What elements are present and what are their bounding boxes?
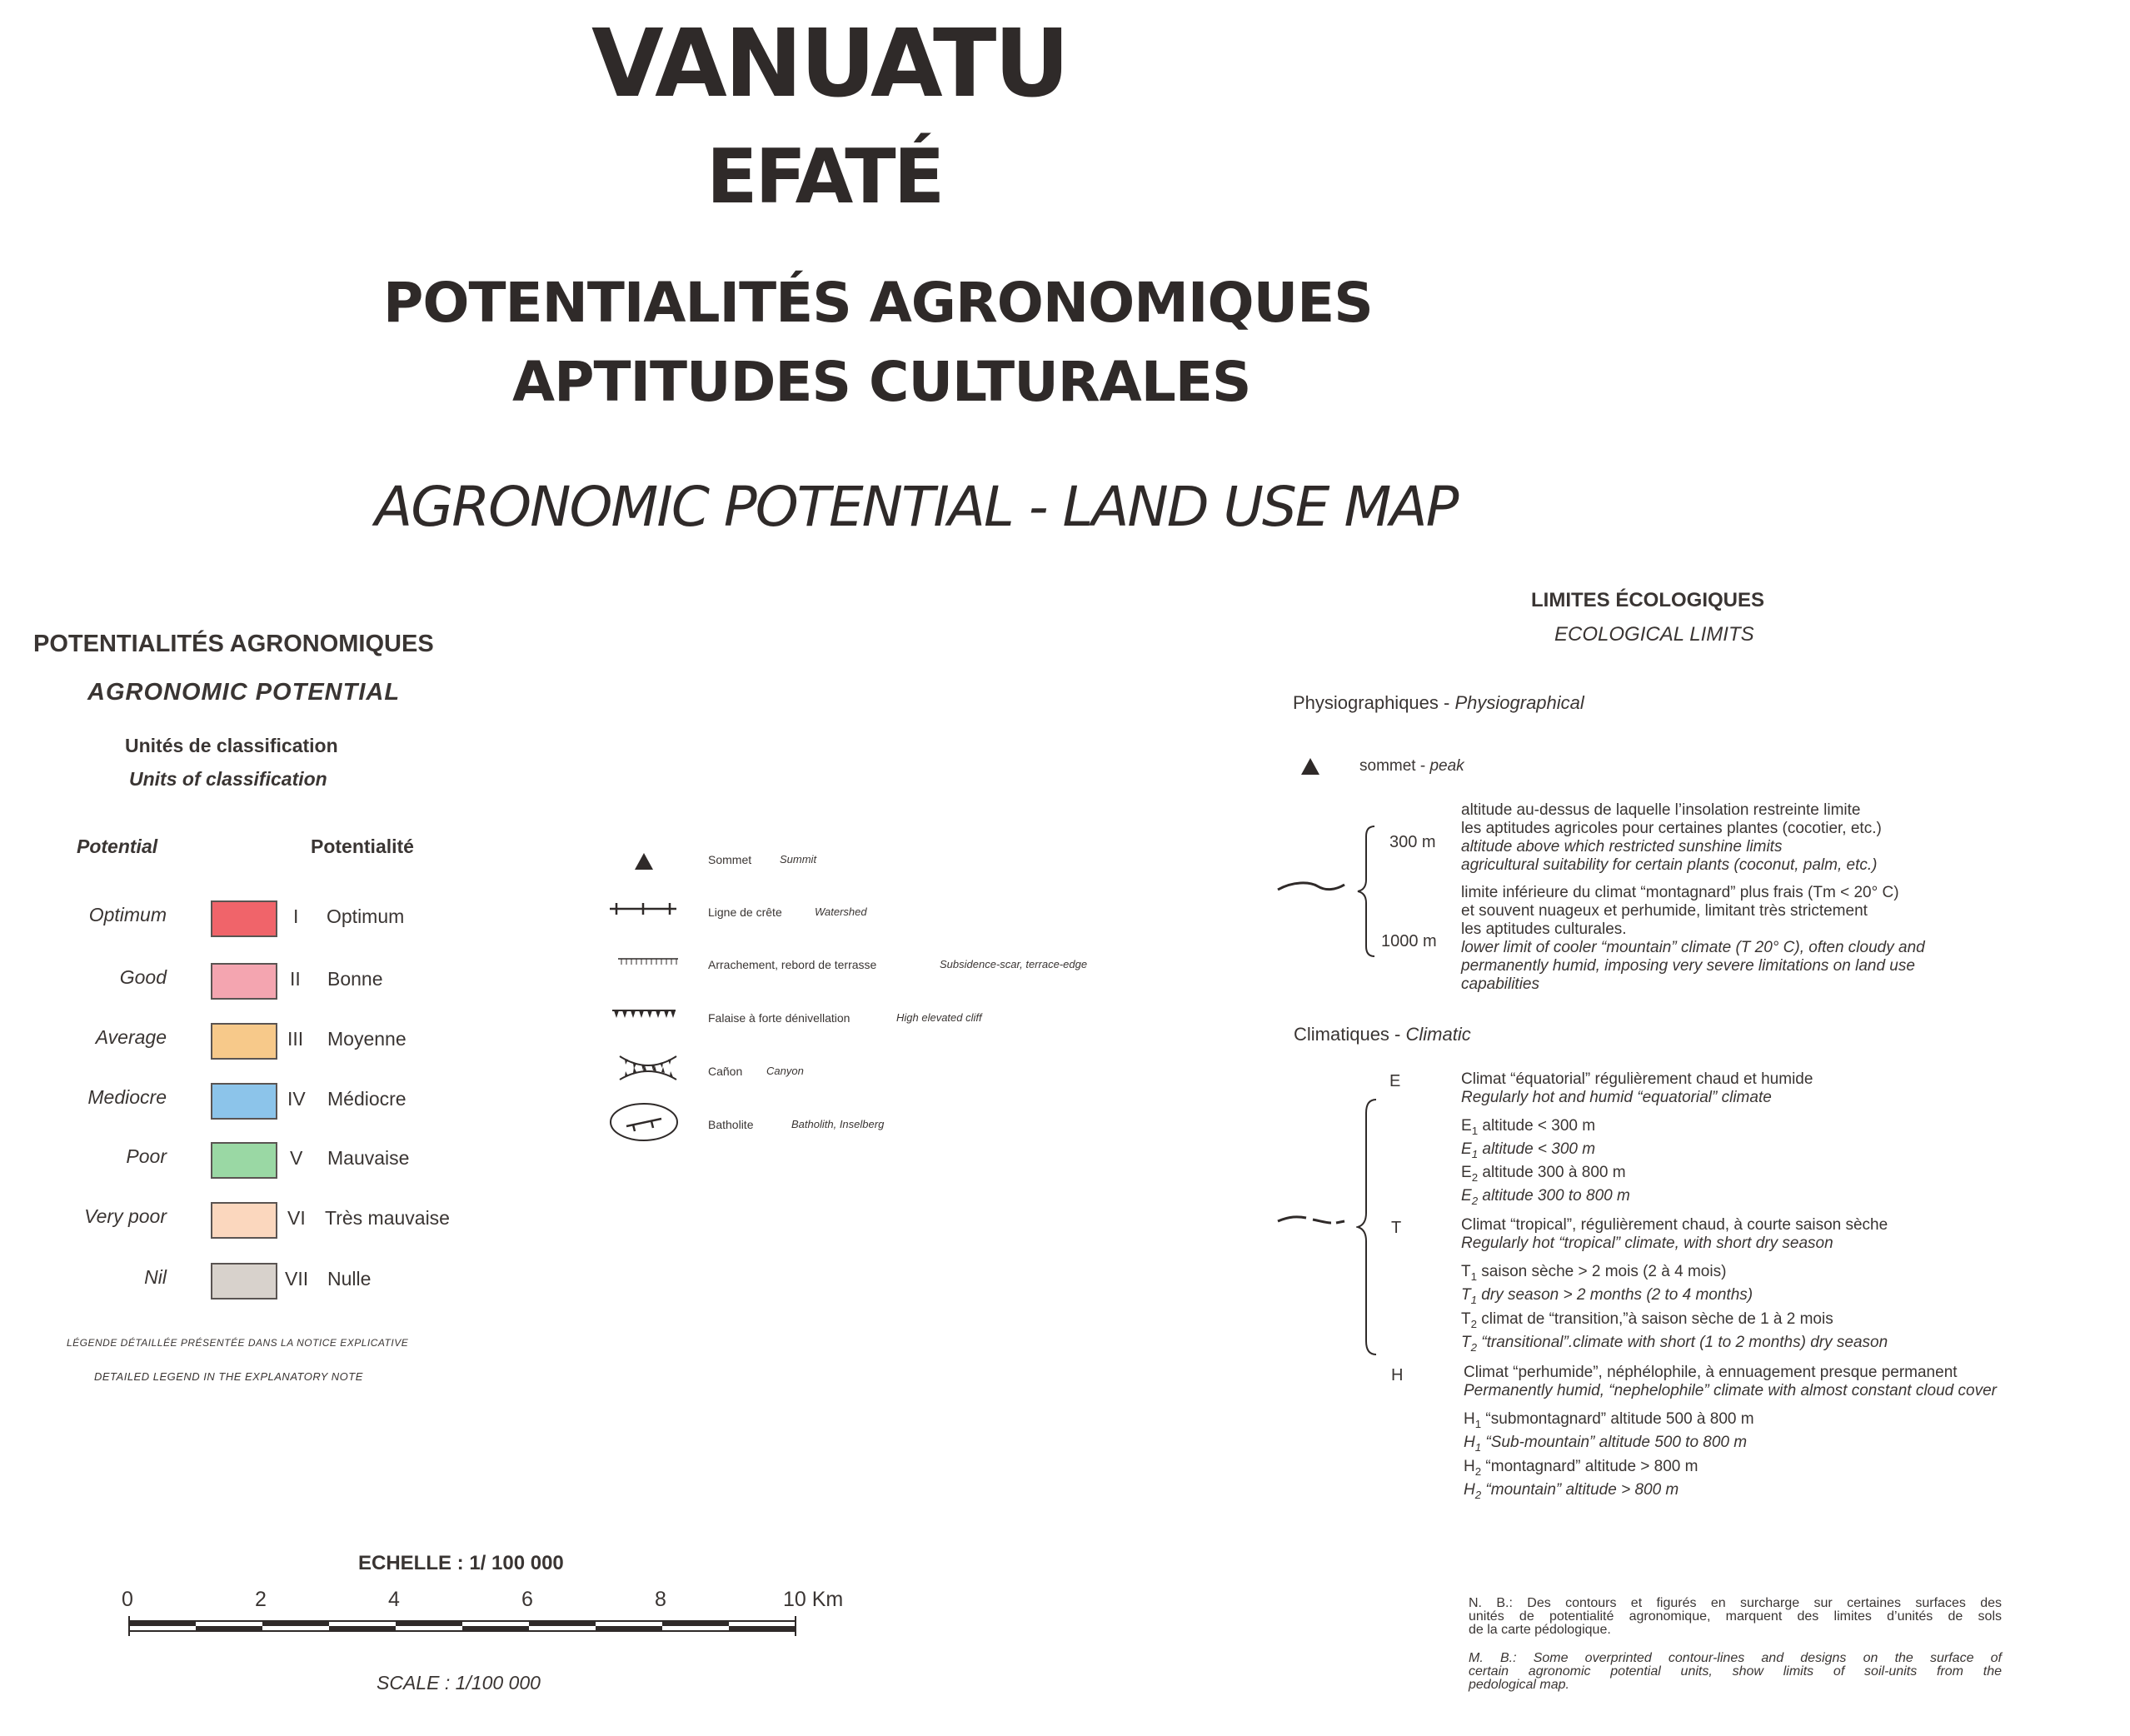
climate-E2-fr: $E_2$ altitude 300 à 800 m: [1461, 1164, 1626, 1184]
physio-label-fr: Physiographiques -: [1293, 692, 1450, 713]
climate-class-T: T: [1391, 1219, 1402, 1237]
climate-E2-text: [1461, 1164, 1630, 1210]
class-label-fr: Très mauvaise: [325, 1207, 450, 1229]
map-title-fr-2: APTITUDES CULTURALES: [512, 350, 1251, 414]
climate-T1-text: [1461, 1263, 1753, 1309]
symbol-label-en: Summit: [780, 853, 817, 866]
symbol-label-fr: Sommet: [708, 853, 752, 866]
class-swatch-IV: [211, 1083, 277, 1120]
class-roman: VI: [287, 1207, 306, 1229]
scale-tick-label: 8: [655, 1588, 666, 1611]
scale-bar: [125, 1614, 800, 1639]
peak-label: [1359, 757, 1464, 776]
climate-H2-en: $H_2$ “mountain” altitude > 800 m: [1464, 1480, 1679, 1501]
physio-1000-fr-2: et souvent nuageux et perhumide, limitant très strictement: [1461, 902, 1868, 920]
scale-tick-label: 10 Km: [783, 1588, 844, 1611]
note-fr-line: de la carte pédologique.: [1469, 1623, 1611, 1637]
class-label-en: Mediocre: [87, 1086, 167, 1108]
class-label-en: Optimum: [88, 904, 167, 925]
potential-heading-en: AGRONOMIC POTENTIAL: [87, 679, 401, 706]
class-roman: I: [293, 905, 299, 927]
symbol-label-fr: Arrachement, rebord de terrasse: [708, 958, 877, 971]
class-label-fr: Moyenne: [327, 1028, 407, 1050]
class-label-en: Good: [119, 966, 167, 988]
climate-class-H: H: [1391, 1366, 1404, 1384]
climate-class-E: E: [1389, 1072, 1401, 1090]
map-title-en: AGRONOMIC POTENTIAL - LAND USE MAP: [375, 475, 1458, 539]
peak-label-fr: sommet -: [1359, 757, 1426, 775]
class-label-fr: Nulle: [327, 1268, 372, 1290]
climate-T2-en: $T_2$ “transitional”.climate with short (1 to 2 months) dry season: [1461, 1333, 1888, 1354]
climatic-label-fr: Climatiques -: [1294, 1024, 1401, 1045]
climate-E1-fr: $E_1$ altitude < 300 m: [1461, 1117, 1596, 1137]
class-label-en: Average: [95, 1026, 167, 1048]
climatic-label-en: Climatic: [1405, 1024, 1471, 1045]
physio-300-text: [1461, 801, 1882, 875]
peak-label-en: peak: [1429, 757, 1464, 775]
physio-label-en: Physiographical: [1454, 692, 1584, 713]
class-swatch-II: [211, 963, 277, 1000]
climate-H1-fr: $H_1$ “submontagnard” altitude 500 à 800 m: [1464, 1410, 1754, 1430]
class-roman: III: [287, 1028, 304, 1050]
climate-E-fr: Climat “équatorial” régulièrement chaud et humide: [1461, 1070, 1813, 1088]
legend-note-en: DETAILED LEGEND IN THE EXPLANATORY NOTE: [94, 1370, 363, 1383]
climate-H2-text: [1464, 1458, 1698, 1504]
peak-icon: [1299, 756, 1321, 776]
physiographical-heading: [1293, 692, 1584, 714]
ecological-heading-en: ECOLOGICAL LIMITS: [1554, 623, 1754, 646]
ecological-heading-fr: LIMITES ÉCOLOGIQUES: [1531, 589, 1765, 611]
note-en-line: pedological map.: [1469, 1678, 1569, 1692]
symbol-label-en: Subsidence-scar, terrace-edge: [940, 958, 1088, 970]
note-fr-line: N. B.: Des contours et figurés en surcharge sur certaines surfaces des: [1469, 1596, 2002, 1610]
physio-1000-en-1: lower limit of cooler “mountain” climate (T 20° C), often cloudy and: [1461, 939, 1925, 956]
potential-heading-fr: POTENTIALITÉS AGRONOMIQUES: [33, 631, 434, 657]
symbol-label-fr: Cañon: [708, 1065, 743, 1078]
class-swatch-VI: [211, 1202, 277, 1239]
class-label-fr: Bonne: [327, 968, 383, 990]
terrace-edge-icon: [616, 956, 680, 968]
climate-E-en: Regularly hot and humid “equatorial” climate: [1461, 1089, 1772, 1106]
altitude-1000: 1000 m: [1381, 932, 1437, 950]
map-island-title: EFATÉ: [706, 133, 943, 221]
climate-T1-en: $T_1$ dry season > 2 months (2 to 4 months): [1461, 1285, 1753, 1306]
class-label-fr: Optimum: [327, 905, 405, 927]
class-label-en: Very poor: [84, 1205, 167, 1227]
physio-300-fr-2: les aptitudes agricoles pour certaines plantes (cocotier, etc.): [1461, 820, 1882, 837]
physio-1000-en-2: permanently humid, imposing very severe limitations on land use: [1461, 957, 1915, 975]
class-label-fr: Mauvaise: [327, 1147, 410, 1169]
climate-T2-text: [1461, 1310, 1888, 1357]
symbol-label-fr: Falaise à forte dénivellation: [708, 1011, 851, 1025]
climate-T-fr: Climat “tropical”, régulièrement chaud, à courte saison sèche: [1461, 1216, 1888, 1234]
climate-H1-text: [1464, 1410, 1754, 1457]
climate-T-en: Regularly hot “tropical” climate, with short dry season: [1461, 1235, 1833, 1252]
physio-limit-line-icon: [1276, 875, 1346, 900]
climate-E1-text: [1461, 1117, 1595, 1164]
class-label-fr: Médiocre: [327, 1088, 407, 1110]
physio-1000-fr-1: limite inférieure du climat “montagnard” plus frais (Tm < 20° C): [1461, 884, 1899, 901]
map-title-fr-1: POTENTIALITÉS AGRONOMIQUES: [383, 271, 1373, 335]
class-label-en: Nil: [144, 1266, 167, 1288]
note-en: [1469, 1652, 2002, 1692]
climatic-limit-line-icon: [1276, 1210, 1346, 1231]
class-swatch-III: [211, 1023, 277, 1060]
class-swatch-V: [211, 1142, 277, 1179]
scale-tick-label: 6: [521, 1588, 533, 1611]
symbol-label-fr: Ligne de crête: [708, 905, 782, 919]
climate-E1-en: $E_1$ altitude < 300 m: [1461, 1140, 1596, 1160]
class-swatch-VII: [211, 1263, 277, 1300]
climate-H1-en: $H_1$ “Sub-mountain” altitude 500 to 800 m: [1464, 1433, 1748, 1454]
legend-note-fr: LÉGENDE DÉTAILLÉE PRÉSENTÉE DANS LA NOTICE EXPLICATIVE: [67, 1337, 409, 1349]
altitude-300: 300 m: [1389, 833, 1436, 851]
cliff-icon: [611, 1008, 677, 1021]
class-roman: VII: [285, 1268, 309, 1290]
symbol-label-en: Batholith, Inselberg: [791, 1118, 885, 1130]
summit-icon: [633, 851, 655, 871]
symbol-label-en: Watershed: [815, 905, 867, 918]
column-header-en: Potential: [77, 836, 158, 857]
climatic-heading: [1294, 1024, 1471, 1045]
class-swatch-I: [211, 900, 277, 937]
climate-H-en: Permanently humid, “nephelophile” climate with almost constant cloud cover: [1464, 1382, 1997, 1399]
class-roman: IV: [287, 1088, 306, 1110]
physio-300-en-2: agricultural suitability for certain plants (coconut, palm, etc.): [1461, 856, 1878, 874]
climate-T-text: [1461, 1216, 1888, 1253]
scale-tick-label: 0: [122, 1588, 133, 1611]
symbol-label-en: High elevated cliff: [896, 1011, 982, 1024]
climate-H2-fr: $H_2$ “montagnard” altitude > 800 m: [1464, 1458, 1699, 1478]
canyon-icon: [615, 1051, 681, 1085]
physio-1000-fr-3: les aptitudes culturales.: [1461, 920, 1627, 938]
scale-tick-label: 2: [255, 1588, 267, 1611]
units-heading-fr: Unités de classification: [125, 735, 338, 756]
climate-E2-en: $E_2$ altitude 300 to 800 m: [1461, 1186, 1630, 1207]
climate-T1-fr: $T_1$ saison sèche > 2 mois (2 à 4 mois): [1461, 1263, 1727, 1283]
units-heading-en: Units of classification: [129, 768, 327, 790]
column-header-fr: Potentialité: [311, 836, 414, 857]
climate-H-fr: Climat “perhumide”, néphélophile, à ennuagement presque permanent: [1464, 1364, 1958, 1381]
class-label-en: Poor: [126, 1145, 167, 1167]
climatic-brace: [1356, 1098, 1378, 1356]
class-roman: V: [290, 1147, 303, 1169]
batholith-icon: [608, 1101, 680, 1143]
map-country-title: VANUATU: [591, 10, 1068, 118]
note-fr: [1469, 1597, 2002, 1637]
climate-E-text: [1461, 1070, 1813, 1107]
class-roman: II: [290, 968, 301, 990]
climate-T2-fr: $T_2$ climat de “transition,”à saison sèche de 1 à 2 mois: [1461, 1310, 1833, 1330]
physio-300-fr-1: altitude au-dessus de laquelle l’insolation restreinte limite: [1461, 801, 1861, 819]
physio-brace: [1356, 825, 1376, 958]
physio-1000-text: [1461, 884, 1925, 994]
symbol-label-fr: Batholite: [708, 1118, 754, 1131]
watershed-icon: [608, 900, 678, 918]
scale-title-en: SCALE : 1/100 000: [377, 1672, 541, 1694]
physio-300-en-1: altitude above which restricted sunshine limits: [1461, 838, 1783, 856]
note-en-line: M. B.: Some overprinted contour-lines and designs on the surface of: [1469, 1651, 2002, 1665]
scale-title-fr: ECHELLE : 1/ 100 000: [358, 1552, 564, 1574]
note-fr-line: unités de potentialité agronomique, marquent des limites d’unités de sols: [1469, 1609, 2002, 1624]
physio-1000-en-3: capabilities: [1461, 975, 1539, 993]
climate-H-text: [1464, 1364, 1997, 1400]
scale-tick-label: 4: [388, 1588, 400, 1611]
note-en-line: certain agronomic potential units, show limits of soil-units from the: [1469, 1664, 2002, 1679]
symbol-label-en: Canyon: [766, 1065, 804, 1077]
